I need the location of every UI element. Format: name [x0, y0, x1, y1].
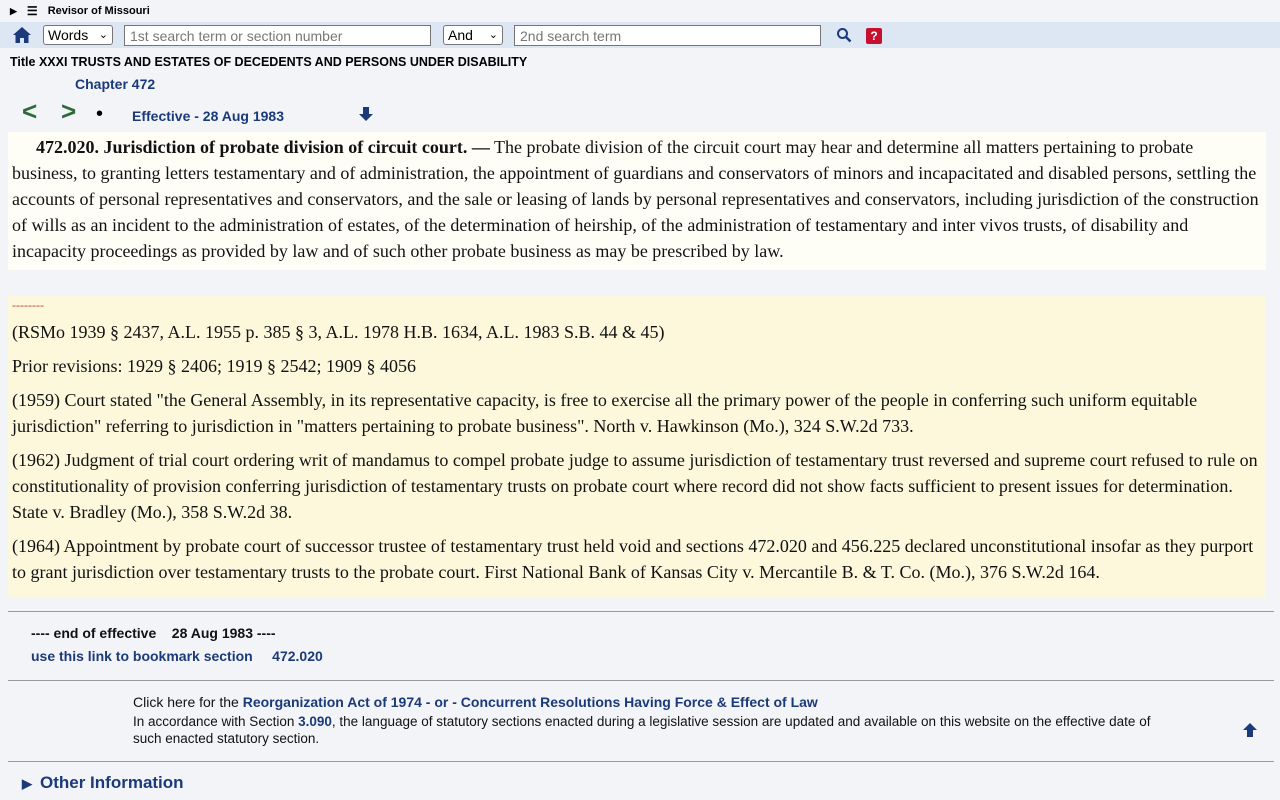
- bookmark-link[interactable]: use this link to bookmark section 472.020: [31, 648, 323, 664]
- divider: [8, 680, 1274, 681]
- info-block: [133, 694, 1163, 747]
- next-section-button[interactable]: >: [61, 96, 77, 126]
- expand-triangle-icon[interactable]: ▶: [10, 5, 17, 16]
- statute-body: The probate division of the circuit court may hear and determine all matters pertaining to probate business, to granting letters testamentary and of administration, the appointment of guardians and conservators of minors and incapacitated and disabled persons, settling the accounts of personal representatives and conservators, and the sale or leasing of lands by personal representatives and conservators, including jurisdiction of the construction of wills as an incident to the administration of estates, of the determination of heirship, of the administration of testamentary and inter vivos trusts, of disability and incapacity proceedings as provided by law and of such other probate business as may be prescribed by law.: [12, 137, 1259, 261]
- arrow-up-icon[interactable]: [1242, 722, 1258, 743]
- bullet-icon: •: [96, 103, 104, 125]
- statute-heading: 472.020. Jurisdiction of probate division of circuit court. —: [36, 137, 490, 157]
- statute-text: [8, 132, 1266, 270]
- title-heading: Title XXXI TRUSTS AND ESTATES OF DECEDENTS AND PERSONS UNDER DISABILITY: [10, 55, 528, 69]
- search-operator-select[interactable]: [443, 25, 503, 45]
- search-term2-input[interactable]: [514, 25, 821, 46]
- chevron-down-icon: ⌄: [98, 29, 108, 41]
- case-note-1964: (1964) Appointment by probate court of successor trustee of testamentary trust held void and sections 472.020 and 456.225 declared unconstitutional insofar as they purport to grant jurisdiction over testamentary trusts to the probate court. First National Bank of Kansas City v. Mercantile B. & T. Co. (Mo.), 376 S.W.2d 164.: [12, 536, 1254, 582]
- site-title: Revisor of Missouri: [47, 5, 150, 17]
- reorg-act-link[interactable]: Reorganization Act of 1974 - or - Concurrent Resolutions Having Force & Effect of Law: [242, 694, 818, 710]
- top-strip: [0, 0, 1280, 22]
- notes-divider: --------: [12, 298, 44, 312]
- search-bar: [0, 22, 1280, 48]
- effective-date-link[interactable]: Effective - 28 Aug 1983: [132, 108, 284, 124]
- end-of-effective: ---- end of effective 28 Aug 1983 ----: [31, 625, 276, 641]
- section-3090-link[interactable]: 3.090: [298, 714, 332, 729]
- menu-icon[interactable]: ☰: [26, 4, 38, 18]
- search-icon[interactable]: [836, 27, 852, 43]
- prev-section-button[interactable]: <: [22, 96, 38, 126]
- search-term1-input[interactable]: [124, 25, 431, 46]
- reorg-line: [133, 694, 1163, 710]
- search-operator-value: And: [448, 27, 473, 43]
- expand-triangle-icon: ▶: [22, 776, 32, 791]
- search-term1-placeholder: 1st search term or section number: [130, 27, 343, 44]
- chapter-link[interactable]: Chapter 472: [75, 76, 156, 92]
- divider: [8, 611, 1274, 612]
- arrow-down-icon[interactable]: [358, 106, 374, 127]
- divider: [8, 761, 1274, 762]
- accordance-post: , the language of statutory sections enacted during a legislative session are updated and available on this website on the effective date of such enacted statutory section.: [133, 714, 1151, 746]
- search-term2-placeholder: 2nd search term: [520, 27, 622, 44]
- prior-revisions: Prior revisions: 1929 § 2406; 1919 § 2542; 1909 § 4056: [12, 356, 416, 376]
- case-note-1959: (1959) Court stated "the General Assembly, in its representative capacity, is free to exercise all the primary power of the people in conferring such uniform equitable jurisdiction" referring to jurisdiction in "matters pertaining to probate business". North v. Hawkinson (Mo.), 324 S.W.2d 733.: [12, 390, 1198, 436]
- search-type-select[interactable]: [43, 25, 113, 45]
- other-information-label: Other Information: [40, 773, 184, 792]
- help-button[interactable]: ?: [866, 28, 882, 44]
- other-information-toggle[interactable]: [22, 773, 184, 793]
- accordance-pre: In accordance with Section: [133, 714, 295, 729]
- click-here-text: Click here for the: [133, 694, 239, 710]
- home-icon[interactable]: [12, 25, 32, 45]
- chevron-down-icon: ⌄: [488, 29, 498, 41]
- history-citation: (RSMo 1939 § 2437, A.L. 1955 p. 385 § 3, A.L. 1978 H.B. 1634, A.L. 1983 S.B. 44 & 45): [12, 322, 665, 342]
- search-type-value: Words: [48, 27, 89, 43]
- case-note-1962: (1962) Judgment of trial court ordering writ of mandamus to compel probate judge to assume jurisdiction of testamentary trust reversed and supreme court refused to rule on constitutionality of provision conferring jurisdiction of testamentary trusts on probate court where record did not show facts sufficient to present issues for determination. State v. Bradley (Mo.), 358 S.W.2d 38.: [12, 450, 1258, 522]
- accordance-text: [133, 713, 1163, 747]
- history-notes: [8, 296, 1266, 597]
